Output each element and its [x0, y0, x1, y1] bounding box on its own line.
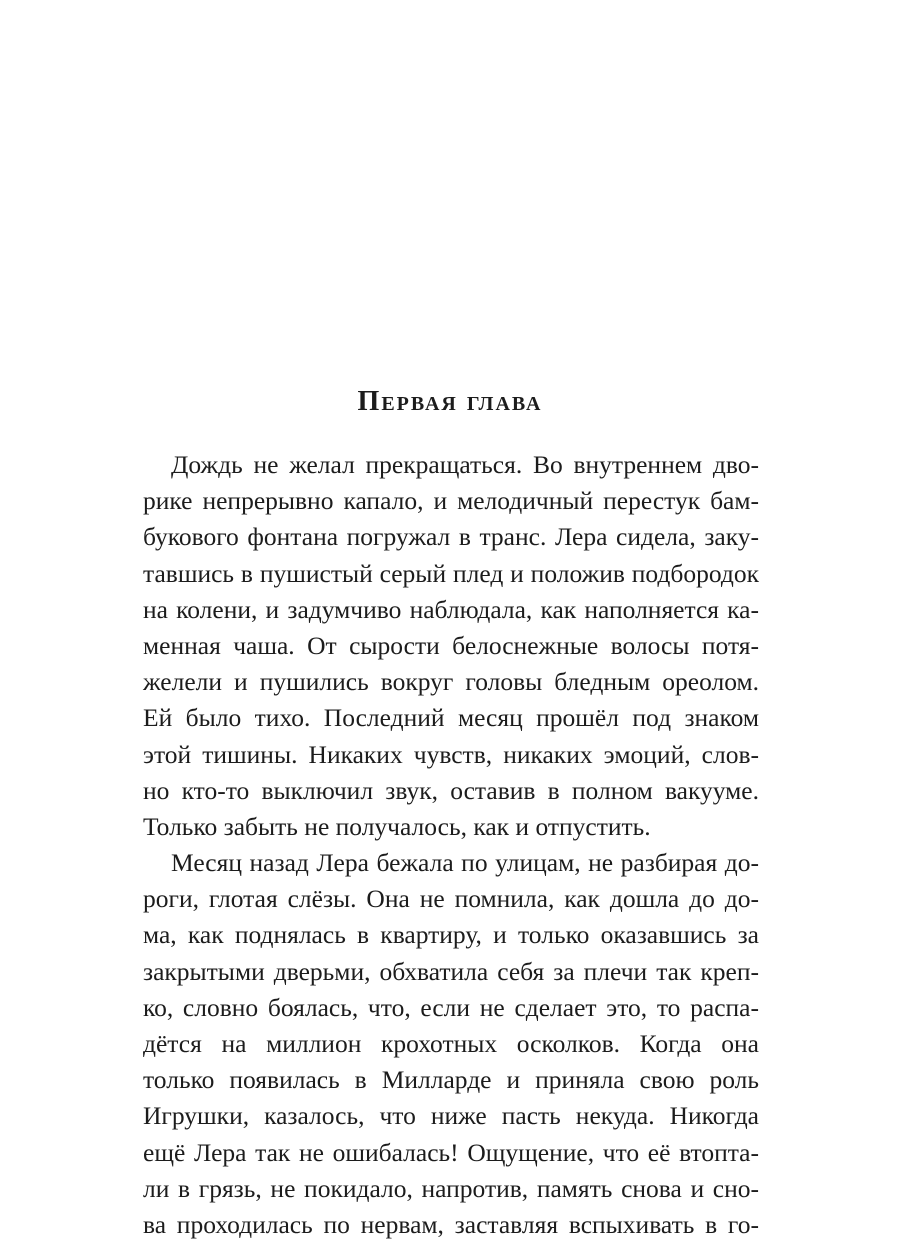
- text-line: ва проходилась по нервам, заставляя вспыхивать в го-: [143, 1209, 759, 1239]
- text-line: Месяц назад Лера бежала по улицам, не разбирая до-: [171, 848, 759, 878]
- text-line: ко, словно боялась, что, если не сделает это, то распа-: [143, 992, 759, 1022]
- text-line: но кто-то выключил звук, оставив в полном вакууме.: [143, 775, 759, 805]
- body-text: [143, 447, 759, 1243]
- text-line: дётся на миллион крохотных осколков. Когда она: [143, 1029, 759, 1058]
- text-line: ещё Лера так не ошибалась! Ощущение, что её втопта-: [143, 1137, 759, 1167]
- text-line: тавшись в пушистый серый плед и положив подбородок: [143, 558, 759, 588]
- chapter-title: Первая глава: [357, 386, 543, 417]
- text-line: желели и пушились вокруг головы бледным ореолом.: [143, 667, 759, 697]
- text-line: роги, глотая слёзы. Она не помнила, как дошла до до-: [143, 884, 759, 914]
- paragraph-2: [143, 845, 759, 1243]
- text-line: Дождь не желал прекращаться. Во внутреннем дво-: [171, 450, 759, 479]
- text-line: Ей было тихо. Последний месяц прошёл под знаком: [143, 703, 759, 733]
- text-line: закрытыми дверьми, обхватила себя за плечи так креп-: [143, 956, 759, 986]
- text-line: только появилась в Милларде и приняла свою роль: [143, 1065, 759, 1095]
- text-line: ли в грязь, не покидало, напротив, память снова и сно-: [143, 1173, 759, 1203]
- text-line: Только забыть не получалось, как и отпустить.: [143, 811, 651, 841]
- text-line: рике непрерывно капало, и мелодичный перестук бам-: [143, 486, 759, 516]
- text-line: букового фонтана погружал в транс. Лера сидела, заку-: [143, 522, 759, 552]
- text-line: ма, как поднялась в квартиру, и только оказавшись за: [143, 920, 759, 950]
- paragraph-1: [143, 447, 759, 845]
- text-line: менная чаша. От сырости белоснежные волосы потя-: [143, 630, 759, 660]
- text-line: на колени, и задумчиво наблюдала, как наполняется ка-: [143, 594, 759, 624]
- text-line: Игрушки, казалось, что ниже пасть некуда. Никогда: [143, 1101, 759, 1131]
- text-line: этой тишины. Никаких чувств, никаких эмоций, слов-: [143, 739, 759, 769]
